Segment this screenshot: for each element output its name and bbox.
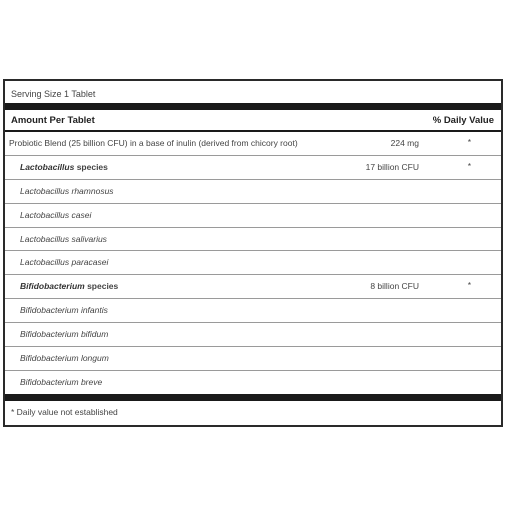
footnote: * Daily value not established: [11, 407, 118, 417]
ingredient-amount: 8 billion CFU: [370, 281, 419, 292]
genus-name: Bifidobacterium: [20, 281, 85, 292]
ingredient-dv: *: [467, 137, 471, 147]
ingredient-name: [20, 281, 118, 291]
ingredient-amount: 224 mg: [390, 138, 419, 148]
ingredient-row-bifidobacterium-species: [5, 275, 501, 299]
genus-name: Lactobacillus: [20, 161, 75, 172]
ingredient-name: Probiotic Blend (25 billion CFU) in a base of inulin (derived from chicory root): [9, 138, 298, 148]
ingredient-row: [5, 371, 501, 395]
ingredient-name: Bifidobacterium infantis: [20, 305, 108, 316]
ingredient-name: Bifidobacterium longum: [20, 353, 109, 364]
ingredient-name: Bifidobacterium breve: [20, 376, 103, 387]
ingredient-row: [5, 204, 501, 228]
supplement-facts-panel: [3, 79, 503, 427]
ingredient-dv: *: [467, 280, 471, 291]
ingredient-row: [5, 299, 501, 323]
top-divider-bar: [5, 103, 501, 110]
ingredient-name: [20, 162, 108, 172]
ingredient-row: [5, 180, 501, 204]
ingredient-amount: 17 billion CFU: [365, 161, 419, 172]
column-header-row: [5, 110, 501, 130]
species-suffix: species: [74, 161, 108, 172]
ingredient-row-probiotic-blend: [5, 132, 501, 156]
amount-per-tablet-header: Amount Per Tablet: [11, 115, 95, 126]
ingredient-list: [5, 132, 501, 395]
ingredient-name: Lactobacillus paracasei: [20, 257, 109, 268]
species-suffix: species: [84, 281, 119, 292]
ingredient-name: Lactobacillus casei: [20, 209, 92, 220]
ingredient-row-lactobacillus-species: [5, 156, 501, 180]
ingredient-name: Bifidobacterium bifidum: [20, 329, 109, 340]
serving-size: Serving Size 1 Tablet: [11, 89, 96, 99]
ingredient-row: [5, 347, 501, 371]
ingredient-row: [5, 228, 501, 252]
daily-value-header: % Daily Value: [432, 115, 494, 126]
ingredient-row: [5, 251, 501, 275]
ingredient-dv: *: [467, 160, 471, 171]
ingredient-name: Lactobacillus salivarius: [20, 233, 107, 244]
ingredient-row: [5, 323, 501, 347]
ingredient-name: Lactobacillus rhamnosus: [20, 185, 114, 196]
bottom-divider-bar: [5, 394, 501, 401]
